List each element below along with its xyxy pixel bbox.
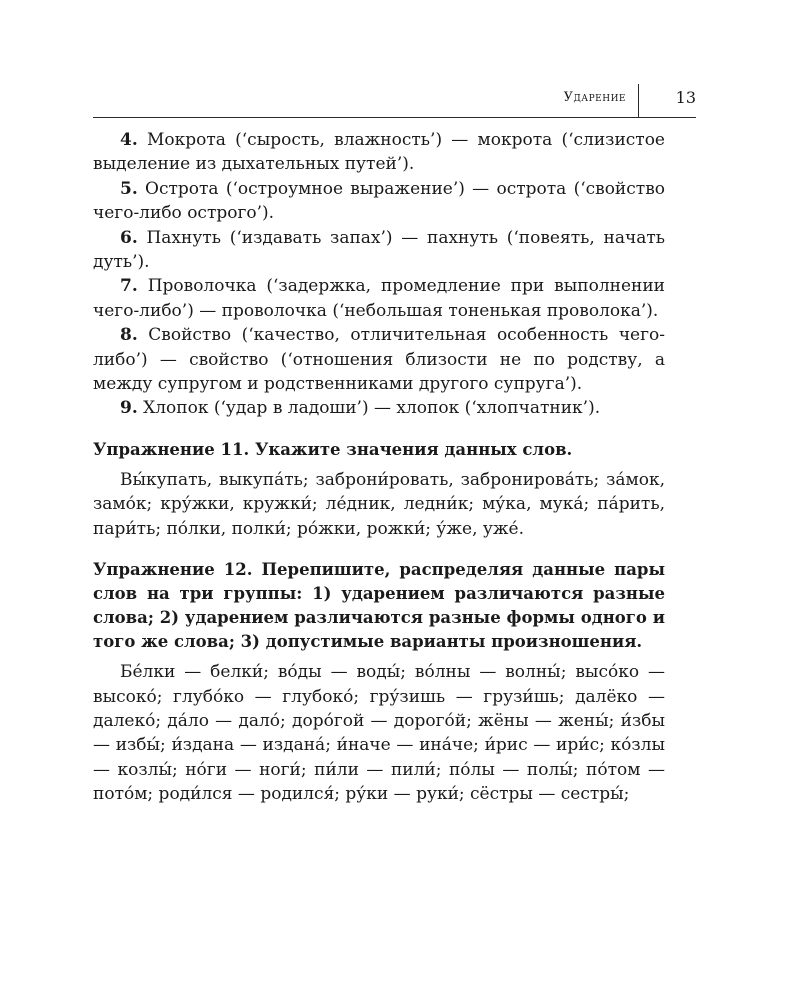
item-text: Свойство (‘качество, отличительная особенность чего-либо’) — свойство (‘отношения близости не по родству, а между супругом и родственниками другого супруга’). [93,325,665,395]
exercise-11-heading: Упражнение 11. Укажите значения данных слов. [93,439,573,459]
item-text: Проволочка (‘задержка, промедление при выполнении чего-либо’) — проволочка (‘небольшая тоненькая проволока’). [93,276,666,321]
item-number: 5. [120,178,138,199]
exercise-12-heading: Упражнение 12. Перепишите, распределяя данные пары слов на три группы: 1) ударением различаются разные слова; 2) ударением различаются разные формы одного и того же слова; 3) допустимые варианты произношения. [93,560,665,652]
spacer [93,421,665,427]
item-text: Пахнуть (‘издавать запах’) — пахнуть (‘повеять, начать дуть’). [93,227,665,273]
list-item [93,226,665,275]
header-rule [93,117,696,118]
header-divider [638,84,639,118]
item-number: 6. [120,227,138,248]
running-header [93,84,696,118]
item-text: Хлопок (‘удар в ладоши’) — хлопок (‘хлопчатник’). [143,398,601,419]
page-number: 13 [675,88,696,107]
item-number: 8. [120,325,138,346]
page-body [93,128,665,807]
list-item [93,396,665,420]
item-number: 9. [120,398,138,419]
running-title: Ударение [563,90,626,105]
list-item [93,274,665,323]
exercise-11-text: Вы́купать, выкупа́ть; заброни́ровать, забронирова́ть; за́мок, замо́к; кру́жки, кружки́; ле́дник, ледни́к; му́ка, мука́; па́рить, пари́ть; по́лки, полки́; ро́жки, рожки́; у́же, уже́. [93,469,665,539]
list-item [93,323,665,396]
item-number: 7. [120,276,138,297]
list-item [93,177,665,226]
item-text: Острота (‘остроумное выражение’) — острота (‘свойство чего-либо острого’). [93,178,665,224]
list-item [93,128,665,177]
spacer [93,541,665,547]
item-text: Мокрота (‘сырость, влажность’) — мокрота (‘слизистое выделение из дыхательных путей’). [93,130,665,175]
exercise-12-text: Бе́лки — белки́; во́ды — воды́; во́лны — волны́; высо́ко — высоко́; глубо́ко — глубоко́; гру́зишь — грузи́шь; далёко — далеко́; да́ло — дало́; доро́гой — дорого́й; жёны — жены́; и́збы — избы́; и́здана — издана́; и́наче — ина́че; и́рис — ири́с; ко́злы — козлы́; но́ги — ноги́; пи́ли — пили́; по́лы — полы́; по́том — пото́м; роди́лся — родился́; ру́ки — руки́; сёстры — сестры́; [93,662,665,805]
item-number: 4. [120,130,138,150]
